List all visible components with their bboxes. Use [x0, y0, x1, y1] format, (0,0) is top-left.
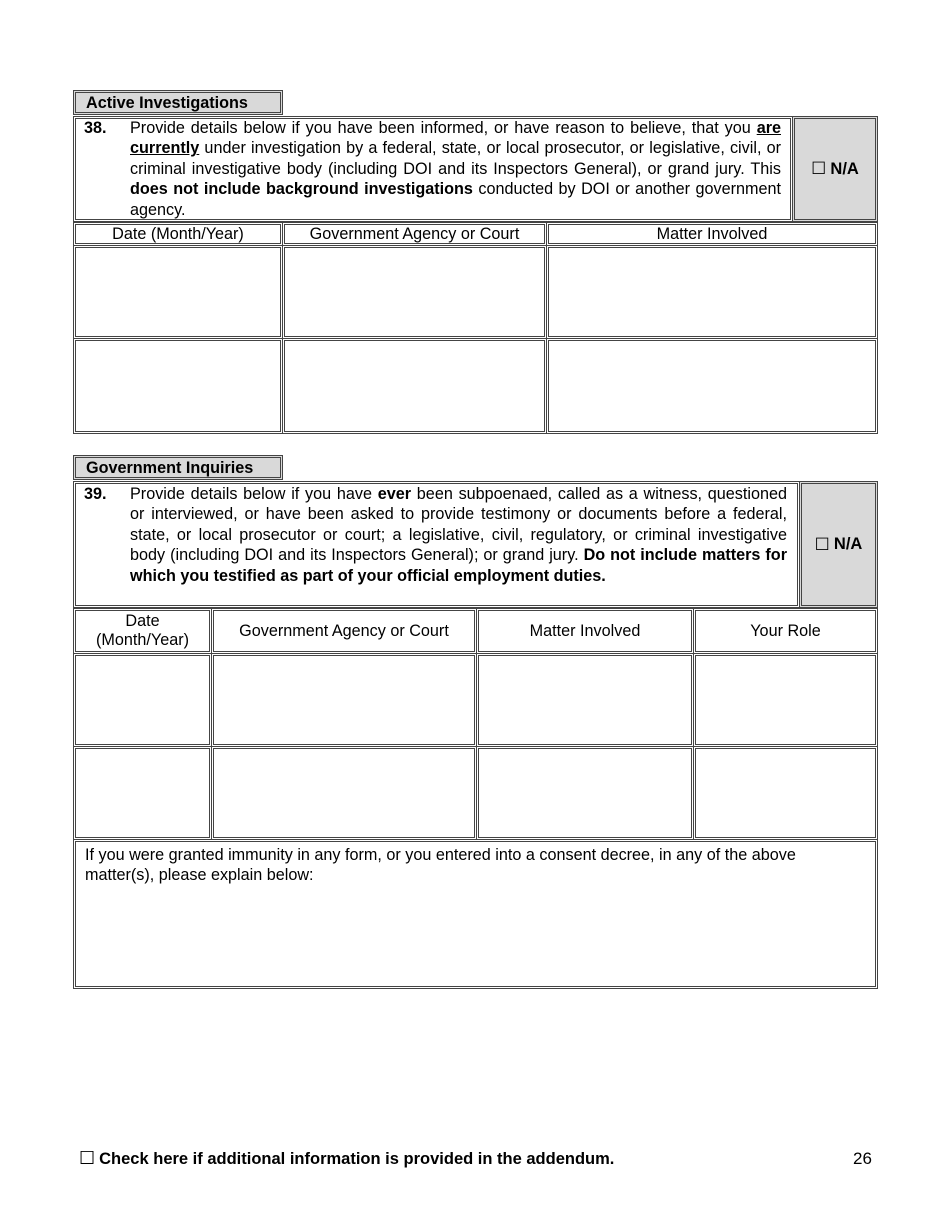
na-checkbox-icon[interactable]: ☐ — [811, 159, 827, 178]
table-39-row-2-date[interactable] — [73, 746, 212, 840]
table-39-row-2-matter[interactable] — [476, 746, 694, 840]
question-38-na-option[interactable] — [792, 116, 878, 222]
table-39-row-1-date[interactable] — [73, 653, 212, 747]
table-39-row-1-matter[interactable] — [476, 653, 694, 747]
question-38-text: Provide details below if you have been informed, or have reason to believe, that you are currently under investigation by a federal, state, or local prosecutor, or legislative, civil, or criminal investigative body (including DOI and its Inspectors General), or grand jury. This does not include background investigations conducted by DOI or another government agency. — [130, 119, 782, 219]
page-number: 26 — [853, 1149, 872, 1168]
table-39-row-2-agency[interactable] — [211, 746, 477, 840]
table-38-row-1-date[interactable] — [73, 245, 283, 339]
question-39-number: 39. — [84, 485, 107, 503]
table-39-header-role: Your Role — [693, 608, 878, 654]
question-39-na-option[interactable] — [799, 481, 878, 608]
table-38-row-1-agency[interactable] — [282, 245, 547, 339]
table-38-header-date: Date (Month/Year) — [73, 222, 283, 246]
immunity-explanation-box[interactable] — [73, 839, 878, 989]
table-38-row-2-date[interactable] — [73, 338, 283, 434]
section-38-tab-title: Active Investigations — [73, 90, 283, 115]
table-38-row-1-matter[interactable] — [546, 245, 878, 339]
table-39-header-date: Date (Month/Year) — [73, 608, 212, 654]
table-39-row-1-agency[interactable] — [211, 653, 477, 747]
table-39-row-1-role[interactable] — [693, 653, 878, 747]
na-label: N/A — [830, 159, 859, 178]
table-38-header-agency: Government Agency or Court — [282, 222, 547, 246]
table-39-header-matter: Matter Involved — [476, 608, 694, 654]
table-38-header-matter: Matter Involved — [546, 222, 878, 246]
table-38-row-2-agency[interactable] — [282, 338, 547, 434]
table-38-row-2-matter[interactable] — [546, 338, 878, 434]
table-39-row-2-role[interactable] — [693, 746, 878, 840]
question-38-number: 38. — [84, 119, 107, 137]
question-39-text: Provide details below if you have ever been subpoenaed, called as a witness, questioned or interviewed, or have been asked to provide testimony or documents before a federal, state, or local prosecutor or court; a legislative, civil, regulatory, or criminal investigative body (including DOI and its Inspectors General); or grand jury. Do not include matters for which you testified as part of your official employment duties. — [130, 485, 787, 585]
table-39-header-agency: Government Agency or Court — [211, 608, 477, 654]
na-checkbox-icon[interactable]: ☐ — [814, 534, 830, 554]
addendum-check-option[interactable] — [79, 1148, 614, 1169]
immunity-prompt: If you were granted immunity in any form, or you entered into a consent decree, in any of the above matter(s), please explain below: — [85, 846, 796, 885]
na-label: N/A — [833, 535, 863, 553]
addendum-label: Check here if additional information is provided in the addendum. — [99, 1150, 615, 1168]
addendum-checkbox-icon[interactable]: ☐ — [79, 1148, 96, 1168]
section-39-tab-title: Government Inquiries — [73, 455, 283, 480]
